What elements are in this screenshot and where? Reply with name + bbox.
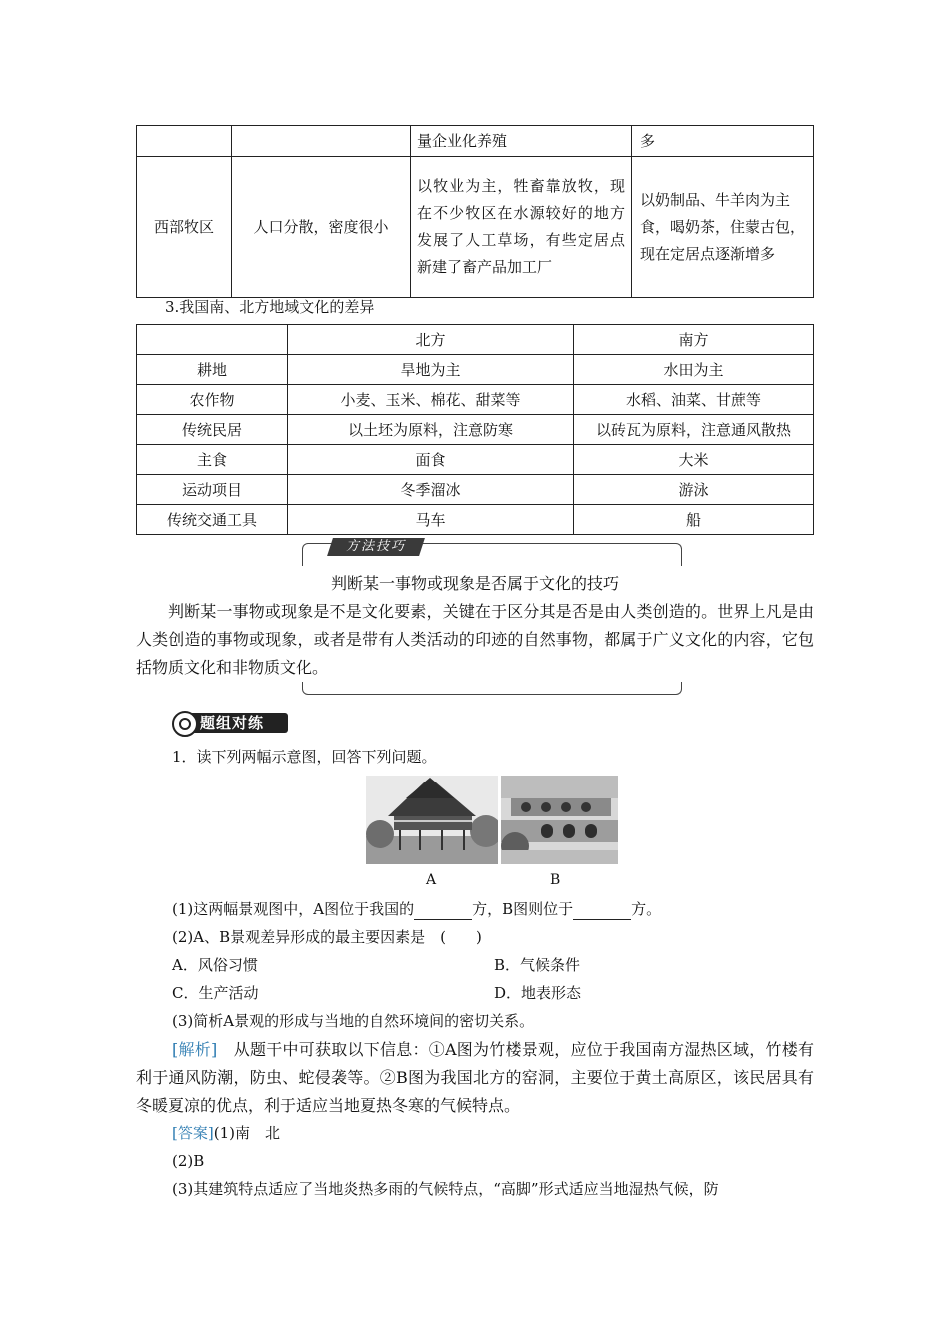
practice-badge-label: 题组对练 bbox=[200, 714, 265, 732]
cave-dwelling-icon bbox=[501, 776, 618, 864]
table-cell: 以砖瓦为原料，注意通风散热 bbox=[574, 415, 814, 445]
table-cell: 冬季溜冰 bbox=[288, 475, 574, 505]
table-cell bbox=[232, 126, 411, 157]
table-row bbox=[137, 126, 814, 157]
table-cell: 马车 bbox=[288, 505, 574, 535]
method-text: 判断某一事物或现象是不是文化要素，关键在于区分其是否是由人类创造的。世界上凡是由人类创造的事物或现象，或者是带有人类活动的印迹的自然事物，都属于广义文化的内容，它包括物质文化和非物质文化。 bbox=[136, 602, 814, 677]
sub-question-2: (2)A、B景观差异形成的最主要因素是 ( ) bbox=[172, 928, 482, 946]
table-cell: 旱地为主 bbox=[288, 355, 574, 385]
table-row bbox=[137, 445, 814, 475]
method-badge-label: 方法技巧 bbox=[345, 539, 406, 554]
bamboo-house-icon bbox=[366, 776, 498, 864]
method-badge bbox=[330, 537, 422, 557]
frame-bottom bbox=[302, 682, 682, 695]
sub-question-1: (1)这两幅景观图中，A图位于我国的 方，B图则位于 方。 bbox=[172, 900, 662, 918]
image-a-label: A bbox=[426, 872, 437, 888]
table-cell: 运动项目 bbox=[137, 475, 288, 505]
sub-question-3: (3)简析A景观的形成与当地的自然环境间的密切关系。 bbox=[172, 1012, 535, 1030]
table-cell: 面食 bbox=[288, 445, 574, 475]
header-cell: 南方 bbox=[574, 325, 814, 355]
table-cell: 水田为主 bbox=[574, 355, 814, 385]
table-cell: 以土坯为原料，注意防寒 bbox=[288, 415, 574, 445]
region-culture-table bbox=[136, 125, 814, 298]
section-title: 3.我国南、北方地域文化的差异 bbox=[165, 298, 375, 316]
table-row bbox=[137, 505, 814, 535]
question-1: 1．读下列两幅示意图，回答下列问题。 bbox=[172, 748, 437, 766]
table-cell: 船 bbox=[574, 505, 814, 535]
image-b-label: B bbox=[550, 872, 561, 888]
practice-badge bbox=[172, 711, 290, 735]
table-cell: 量企业化养殖 bbox=[411, 126, 632, 157]
table-cell: 小麦、玉米、棉花、甜菜等 bbox=[288, 385, 574, 415]
target-icon bbox=[172, 711, 198, 737]
analysis-text: 从题干中可获取以下信息：①A图为竹楼景观，应位于我国南方湿热区域，竹楼有利于通风防潮，防虫、蛇侵袭等。②B图为我国北方的窑洞，主要位于黄土高原区，该民居具有冬暖夏凉的优点，利于适应当地夏热冬寒的气候特点。 bbox=[136, 1040, 814, 1115]
answer-line-3: (3)其建筑特点适应了当地炎热多雨的气候特点，“高脚”形式适应当地湿热气候，防 bbox=[172, 1180, 719, 1198]
bamboo-house-image bbox=[366, 776, 498, 864]
population-cell: 人口分散，密度很小 bbox=[232, 157, 411, 298]
table-cell: 传统民居 bbox=[137, 415, 288, 445]
option-b: B．气候条件 bbox=[494, 956, 581, 974]
answer-line-1: [答案](1)南 北 bbox=[172, 1124, 280, 1142]
table-row bbox=[137, 355, 814, 385]
table-cell: 大米 bbox=[574, 445, 814, 475]
option-d: D．地表形态 bbox=[494, 984, 582, 1002]
analysis-paragraph bbox=[136, 1036, 814, 1120]
option-c: C．生产活动 bbox=[172, 984, 259, 1002]
table-cell: 多 bbox=[632, 126, 814, 157]
header-cell bbox=[137, 325, 288, 355]
economy-cell: 以牧业为主，牲畜靠放牧，现在不少牧区在水源较好的地方发展了人工草场，有些定居点新建了畜产品加工厂 bbox=[411, 157, 632, 298]
answer-line-2: (2)B bbox=[172, 1152, 205, 1170]
table-row bbox=[137, 157, 814, 298]
table-cell: 农作物 bbox=[137, 385, 288, 415]
table-cell: 传统交通工具 bbox=[137, 505, 288, 535]
table-row bbox=[137, 385, 814, 415]
region-cell: 西部牧区 bbox=[137, 157, 232, 298]
table-cell: 水稻、油菜、甘蔗等 bbox=[574, 385, 814, 415]
table-cell bbox=[137, 126, 232, 157]
answer-blank[interactable] bbox=[573, 903, 631, 920]
table-cell: 游泳 bbox=[574, 475, 814, 505]
answer-tag: [答案] bbox=[172, 1124, 214, 1142]
option-a: A．风俗习惯 bbox=[172, 956, 258, 974]
table-cell: 主食 bbox=[137, 445, 288, 475]
north-south-culture-table bbox=[136, 324, 814, 535]
life-cell: 以奶制品、牛羊肉为主食，喝奶茶，住蒙古包，现在定居点逐渐增多 bbox=[632, 157, 814, 298]
answer-blank[interactable] bbox=[414, 903, 472, 920]
header-cell: 北方 bbox=[288, 325, 574, 355]
method-title: 判断某一事物或现象是否属于文化的技巧 bbox=[330, 574, 619, 593]
table-cell: 耕地 bbox=[137, 355, 288, 385]
analysis-tag: [解析] bbox=[172, 1040, 218, 1059]
table-row bbox=[137, 415, 814, 445]
table-row bbox=[137, 475, 814, 505]
cave-dwelling-image bbox=[501, 776, 618, 864]
table-header-row bbox=[137, 325, 814, 355]
